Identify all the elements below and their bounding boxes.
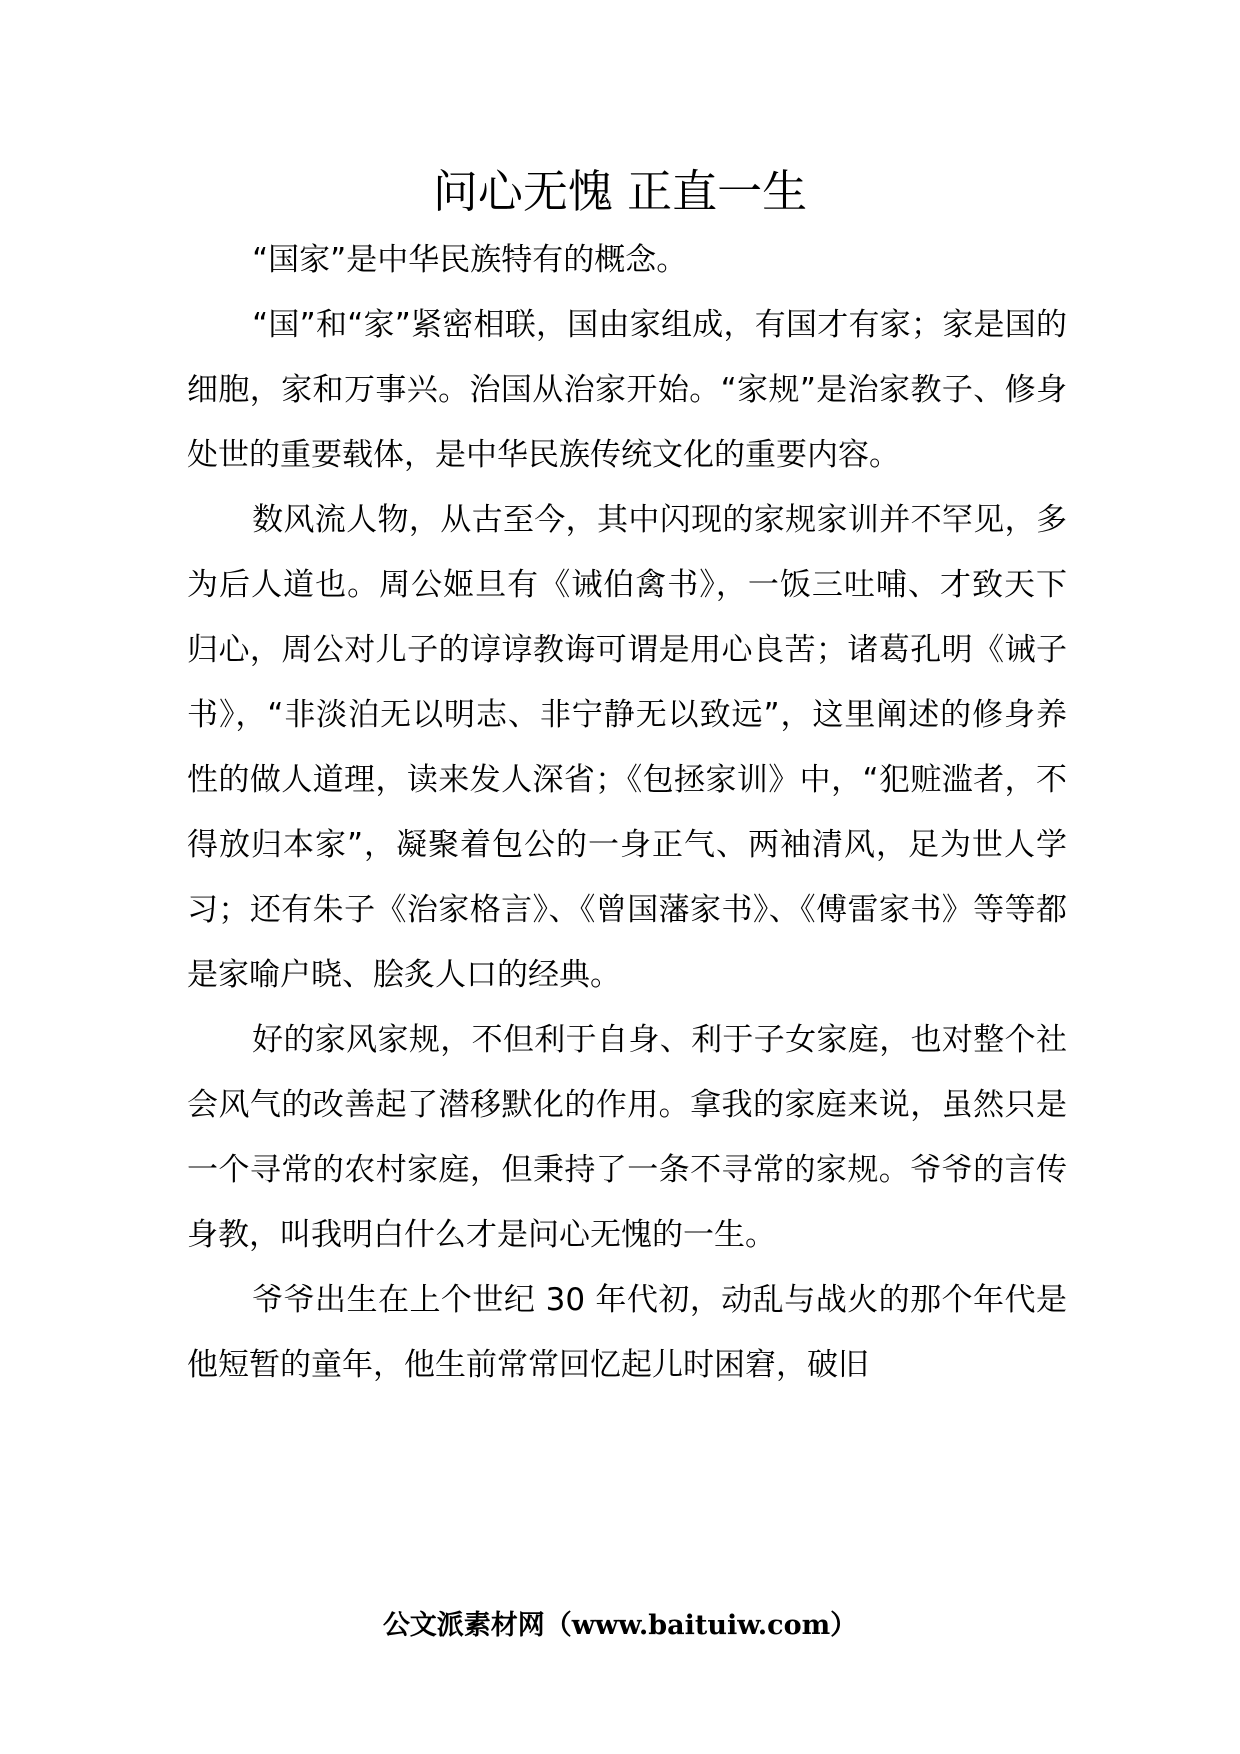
paragraph: 爷爷出生在上个世纪 30 年代初，动乱与战火的那个年代是他短暂的童年，他生前常常回忆起儿时困窘，破旧 <box>187 1282 1067 1383</box>
document-title: 问心无愧 正直一生 <box>432 165 808 218</box>
document-body <box>187 228 1067 1398</box>
page-footer-watermark: 公文派素材网（www.baituiw.com） <box>382 1610 858 1641</box>
paragraph: 好的家风家规，不但利于自身、利于子女家庭，也对整个社会风气的改善起了潜移默化的作用。拿我的家庭来说，虽然只是一个寻常的农村家庭，但秉持了一条不寻常的家规。爷爷的言传身教，叫我明白什么才是问心无愧的一生。 <box>187 1022 1067 1253</box>
paragraph: “国家”是中华民族特有的概念。 <box>252 242 688 278</box>
paragraph: “国”和“家”紧密相联，国由家组成，有国才有家；家是国的细胞，家和万事兴。治国从治家开始。“家规”是治家教子、修身处世的重要载体，是中华民族传统文化的重要内容。 <box>187 307 1067 473</box>
paragraph: 数风流人物，从古至今，其中闪现的家规家训并不罕见，多为后人道也。周公姬旦有《诫伯禽书》，一饭三吐哺、才致天下归心，周公对儿子的谆谆教诲可谓是用心良苦；诸葛孔明《诫子书》，“非淡泊无以明志、非宁静无以致远”，这里阐述的修身养性的做人道理，读来发人深省；《包拯家训》中，“犯赃滥者，不得放归本家”，凝聚着包公的一身正气、两袖清风，足为世人学习；还有朱子《治家格言》、《曾国藩家书》、《傅雷家书》等等都是家喻户晓、脍炙人口的经典。 <box>187 502 1067 993</box>
